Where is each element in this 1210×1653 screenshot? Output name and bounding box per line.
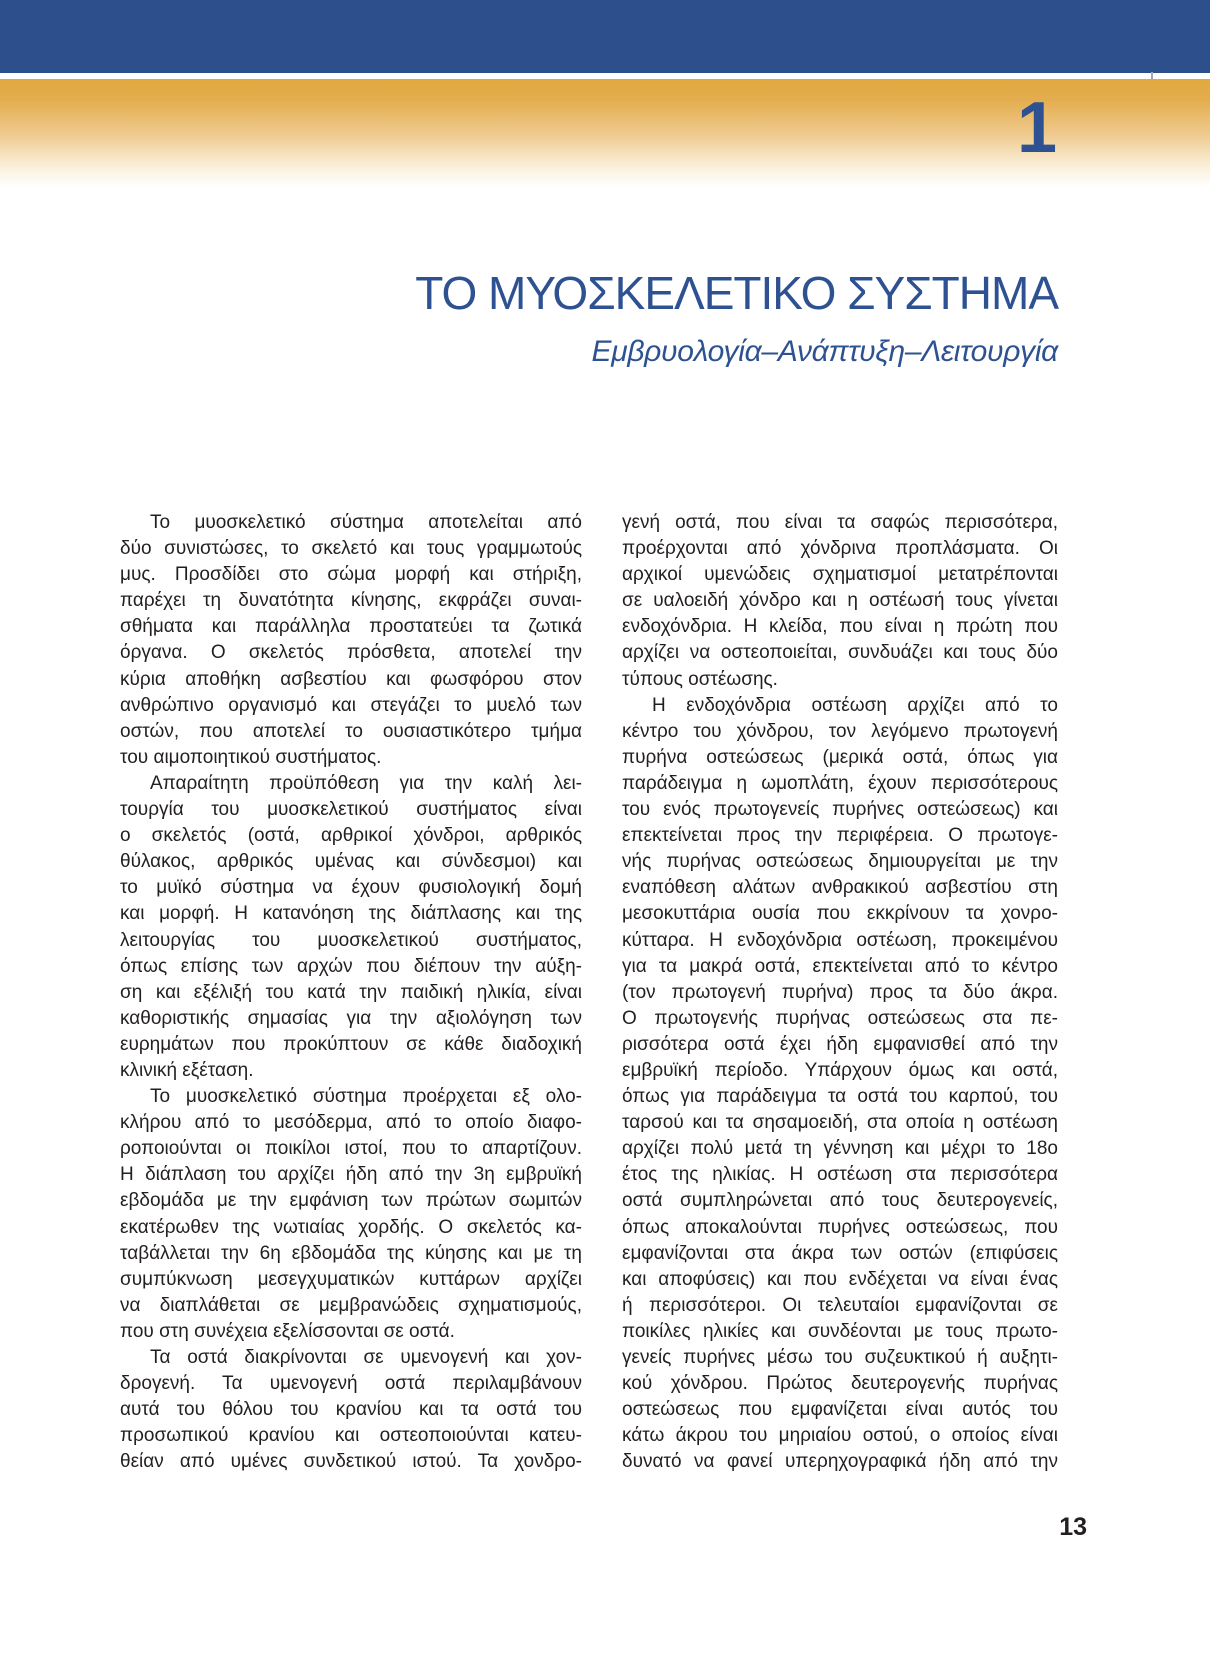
- text-line: συμπύκνωση μεσεγχυματικών κυττάρων αρχίζει: [120, 1268, 582, 1290]
- text-line: παρέχει τη δυνατότητα κίνησης, εκφράζει συναι-: [120, 590, 582, 612]
- text-line: οστών, που αποτελεί το ουσιαστικότερο τμήμα: [120, 720, 582, 742]
- text-line: και αποφύσεις) και που ενδέχεται να είναι ένας: [622, 1268, 1058, 1290]
- text-line: νής πυρήνας οστεώσεως δημιουργείται με την: [622, 851, 1058, 873]
- paragraph: [120, 1345, 582, 1475]
- text-line: ανθρώπινο οργανισμό και στεγάζει το μυελό των: [120, 694, 582, 716]
- text-line: όπως επίσης των αρχών που διέπουν την αύξη-: [120, 955, 582, 977]
- text-line: να διαπλάθεται σε μεμβρανώδεις σχηματισμούς,: [120, 1294, 582, 1316]
- text-line: αρχίζει πολύ μετά τη γέννηση και μέχρι το 18ο: [622, 1138, 1058, 1160]
- text-line: ση και εξέλιξή του κατά την παιδική ηλικία, είναι: [120, 981, 582, 1003]
- text-line: ποικίλες ηλικίες και συνδέονται με τους πρωτο-: [622, 1320, 1058, 1342]
- text-line: αρχίζει να οστεοποιείται, συνδυάζει και τους δύο: [622, 642, 1058, 664]
- text-line: θείαν από υμένες συνδετικού ιστού. Τα χονδρο-: [120, 1451, 582, 1473]
- text-line: ή περισσότεροι. Οι τελευταίοι εμφανίζονται σε: [622, 1294, 1058, 1316]
- paragraph: [622, 693, 1058, 1476]
- text-line: επεκτείνεται προς την περιφέρεια. Ο πρωτογε-: [622, 825, 1058, 847]
- paragraph: [622, 510, 1058, 693]
- text-line: κλήρου από το μεσόδερμα, από το οποίο διαφο-: [120, 1112, 582, 1134]
- text-line: λειτουργίας του μυοσκελετικού συστήματος,: [120, 929, 582, 951]
- text-line: ταβάλλεται την 6η εβδομάδα της κύησης και με τη: [120, 1242, 582, 1264]
- chapter-title: ΤΟ ΜΥΟΣΚΕΛΕΤΙΚΟ ΣΥΣΤΗΜΑ: [415, 267, 1058, 319]
- text-line: Ο πρωτογενής πυρήνας οστεώσεως στα πε-: [622, 1007, 1058, 1029]
- paragraph: [120, 771, 582, 1084]
- text-line: τουργία του μυοσκελετικού συστήματος είναι: [120, 799, 582, 821]
- text-line: Το μυοσκελετικό σύστημα προέρχεται εξ ολο-: [150, 1086, 582, 1108]
- text-line: του αιμοποιητικού συστήματος.: [120, 746, 382, 768]
- page-number: 13: [1059, 1513, 1087, 1541]
- text-line: όργανα. Ο σκελετός πρόσθετα, αποτελεί την: [120, 642, 582, 664]
- paragraph: [120, 1084, 582, 1345]
- text-line: του ενός πρωτογενείς πυρήνες οστεώσεως) και: [622, 799, 1058, 821]
- text-line: θύλακος, αρθρικός υμένας και σύνδεσμοι) και: [120, 851, 582, 873]
- text-line: σε υαλοειδή χόνδρο και η οστέωσή τους γίνεται: [622, 590, 1058, 612]
- text-line: οστά συμπληρώνεται από τους δευτερογενείς,: [622, 1190, 1058, 1212]
- text-line: ευρημάτων που προκύπτουν σε κάθε διαδοχική: [120, 1033, 582, 1055]
- text-line: πυρήνα οστεώσεως (μερικά οστά, όπως για: [622, 746, 1058, 768]
- text-line: εμβρυϊκή περίοδο. Υπάρχουν όμως και οστά,: [622, 1059, 1058, 1081]
- text-line: παράδειγμα η ωμοπλάτη, έχουν περισσότερους: [622, 772, 1058, 794]
- text-line: ροποιούνται οι ποικίλοι ιστοί, που το απαρτίζουν.: [120, 1138, 582, 1160]
- text-line: όπως για παράδειγμα τα οστά του καρπού, του: [622, 1086, 1058, 1108]
- text-line: προσωπικού κρανίου και οστεοποιούνται κατευ-: [120, 1425, 582, 1447]
- text-line: κού χόνδρου. Πρώτος δευτερογενής πυρήνας: [622, 1373, 1058, 1395]
- text-column-right: [622, 510, 1058, 1475]
- text-line: δυνατό να φανεί υπερηχογραφικά ήδη από την: [622, 1451, 1058, 1473]
- text-line: οστεώσεως που εμφανίζεται είναι αυτός του: [622, 1399, 1058, 1421]
- chapter-subtitle: Εμβρυολογία–Ανάπτυξη–Λειτουργία: [591, 335, 1058, 368]
- text-line: εβδομάδα με την εμφάνιση των πρώτων σωμιτών: [120, 1190, 582, 1212]
- text-line: αρχικοί υμενώδεις σχηματισμοί μετατρέπονται: [622, 564, 1058, 586]
- text-line: γενείς πυρήνες μέσω του συζευκτικού ή αυξητι-: [622, 1347, 1058, 1368]
- text-line: ο σκελετός (οστά, αρθρικοί χόνδροι, αρθρικός: [120, 825, 582, 847]
- text-line: ενδοχόνδρια. Η κλείδα, που είναι η πρώτη που: [622, 616, 1058, 638]
- text-line: μυς. Προσδίδει στο σώμα μορφή και στήριξη,: [120, 564, 582, 586]
- text-line: τύπους οστέωσης.: [622, 668, 778, 690]
- text-line: καθοριστικής σημασίας για την αξιολόγηση των: [120, 1007, 582, 1029]
- text-line: κλινική εξέταση.: [120, 1059, 254, 1081]
- text-line: και μορφή. Η κατανόηση της διάπλασης και της: [120, 903, 582, 925]
- text-line: μεσοκυττάρια ουσία που εκκρίνουν τα χονρο-: [622, 903, 1058, 925]
- text-line: το μυϊκό σύστημα να έχουν φυσιολογική δομή: [120, 877, 582, 899]
- text-line: εμφανίζονται στα άκρα των οστών (επιφύσεις: [622, 1242, 1058, 1264]
- text-line: κέντρο του χόνδρου, τον λεγόμενο πρωτογενή: [622, 720, 1058, 742]
- paragraph: [120, 510, 582, 771]
- text-line: δρογενή. Τα υμενογενή οστά περιλαμβάνουν: [120, 1373, 582, 1395]
- text-line: Η διάπλαση του αρχίζει ήδη από την 3η εμβρυϊκή: [120, 1164, 582, 1186]
- text-line: Το μυοσκελετικό σύστημα αποτελείται από: [150, 512, 582, 533]
- text-line: σθήματα και παράλληλα προστατεύει τα ζωτικά: [120, 616, 582, 638]
- text-line: κύρια αποθήκη ασβεστίου και φωσφόρου στον: [120, 668, 582, 690]
- text-line: ρισσότερα οστά έχει ήδη εμφανισθεί από την: [622, 1033, 1058, 1055]
- chapter-header-bar: [0, 0, 1210, 73]
- text-line: δύο συνιστώσες, το σκελετό και τους γραμμωτούς: [120, 538, 582, 560]
- chapter-number: 1: [1016, 88, 1057, 168]
- text-line: ταρσού και τα σησαμοειδή, στα οποία η οστέωση: [622, 1112, 1058, 1134]
- text-line: που στη συνέχεια εξελίσσονται σε οστά.: [120, 1320, 455, 1342]
- text-line: εναπόθεση αλάτων ανθρακικού ασβεστίου στη: [622, 877, 1058, 899]
- text-column-left: [120, 510, 582, 1475]
- text-line: όπως αποκαλούνται πυρήνες οστεώσεως, που: [622, 1216, 1058, 1238]
- registration-mark: [1151, 72, 1153, 80]
- text-line: γενή οστά, που είναι τα σαφώς περισσότερα,: [622, 512, 1058, 533]
- text-line: εκατέρωθεν της νωτιαίας χορδής. Ο σκελετός κα-: [120, 1216, 582, 1238]
- text-line: κάτω άκρου του μηριαίου οστού, ο οποίος είναι: [622, 1425, 1058, 1447]
- text-line: προέρχονται από χόνδρινα προπλάσματα. Οι: [622, 538, 1058, 560]
- text-line: Τα οστά διακρίνονται σε υμενογενή και χον-: [150, 1347, 582, 1368]
- text-line: Απαραίτητη προϋπόθεση για την καλή λει-: [150, 772, 582, 794]
- text-line: κύτταρα. Η ενδοχόνδρια οστέωση, προκειμένου: [622, 929, 1058, 951]
- text-line: (τον πρωτογενή πυρήνα) προς τα δύο άκρα.: [622, 981, 1058, 1003]
- text-line: για τα μακρά οστά, επεκτείνεται από το κέντρο: [622, 955, 1058, 977]
- text-line: Η ενδοχόνδρια οστέωση αρχίζει από το: [652, 694, 1058, 716]
- text-line: αυτά του θόλου του κρανίου και τα οστά του: [120, 1399, 582, 1421]
- text-line: έτος της ηλικίας. Η οστέωση στα περισσότερα: [622, 1164, 1058, 1186]
